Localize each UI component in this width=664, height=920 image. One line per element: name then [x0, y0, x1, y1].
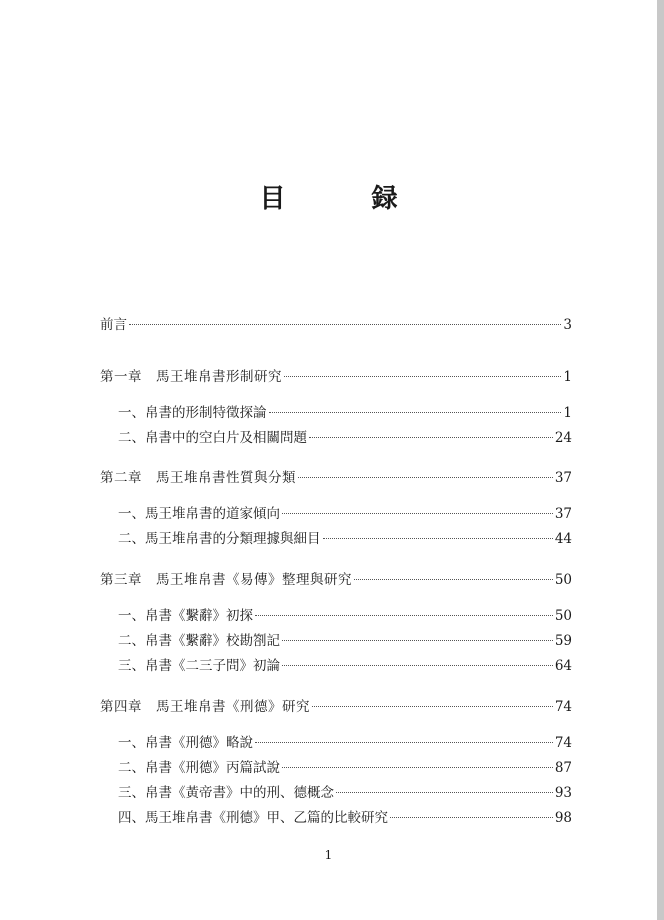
toc-entry-chapter-3[interactable]: [100, 571, 572, 589]
toc-entry-section[interactable]: [118, 784, 572, 802]
toc-entry-chapter-4[interactable]: [100, 698, 572, 716]
toc-entry-page: 1: [563, 369, 572, 385]
dot-leader: [282, 513, 553, 514]
page-edge: [657, 0, 664, 920]
toc-entry-label: 一、帛書《刑德》略說: [118, 735, 253, 751]
toc-entry-label: 第一章 馬王堆帛書形制研究: [100, 369, 282, 385]
dot-leader: [309, 437, 553, 438]
page-title: 目 録: [259, 184, 428, 214]
dot-leader: [255, 742, 553, 743]
toc-entry-section[interactable]: [118, 734, 572, 752]
toc-entry-label: 前言: [100, 317, 127, 333]
dot-leader: [255, 615, 553, 616]
toc-entry-label: 第二章 馬王堆帛書性質與分類: [100, 470, 296, 486]
dot-leader: [282, 640, 553, 641]
toc-entry-page: 59: [554, 633, 572, 649]
toc-entry-section[interactable]: [118, 607, 572, 625]
toc-entry-page: 37: [554, 506, 572, 522]
dot-leader: [282, 665, 553, 666]
toc-entry-label: 二、帛書《繫辭》校勘劄記: [118, 633, 280, 649]
toc-entry-label: 二、馬王堆帛書的分類理據與細目: [118, 531, 321, 547]
toc-entry-section[interactable]: [118, 530, 572, 548]
toc-entry-label: 一、帛書《繫辭》初探: [118, 608, 253, 624]
toc-entry-page: 93: [554, 785, 572, 801]
dot-leader: [269, 412, 562, 413]
toc-entry-page: 1: [563, 405, 572, 421]
toc-entry-section[interactable]: [118, 759, 572, 777]
dot-leader: [354, 579, 553, 580]
toc-entry-page: 3: [563, 317, 572, 333]
toc-entry-label: 第四章 馬王堆帛書《刑德》研究: [100, 699, 310, 715]
toc-entry-page: 24: [554, 430, 572, 446]
toc-entry-page: 44: [554, 531, 572, 547]
toc-entry-section[interactable]: [118, 505, 572, 523]
dot-leader: [129, 324, 561, 325]
toc-entry-label: 三、帛書《黃帝書》中的刑、德概念: [118, 785, 334, 801]
toc-entry-page: 74: [554, 699, 572, 715]
toc-entry-label: 二、帛書中的空白片及相關問題: [118, 430, 307, 446]
toc-entry-page: 37: [554, 470, 572, 486]
toc-entry-section[interactable]: [118, 429, 572, 447]
toc-entry-label: 一、帛書的形制特徵探論: [118, 405, 267, 421]
toc-entry-page: 64: [554, 658, 572, 674]
toc-entry-label: 第三章 馬王堆帛書《易傳》整理與研究: [100, 572, 352, 588]
toc-entry-page: 50: [554, 608, 572, 624]
dot-leader: [390, 817, 553, 818]
toc-entry-section[interactable]: [118, 809, 572, 827]
toc-entry-preface[interactable]: [100, 316, 572, 334]
toc-entry-label: 四、馬王堆帛書《刑德》甲、乙篇的比較研究: [118, 810, 388, 826]
toc-entry-label: 三、帛書《二三子問》初論: [118, 658, 280, 674]
dot-leader: [298, 477, 553, 478]
page-number: 1: [324, 848, 333, 862]
toc-entry-chapter-2[interactable]: [100, 469, 572, 487]
toc-entry-section[interactable]: [118, 657, 572, 675]
toc-entry-section[interactable]: [118, 632, 572, 650]
toc-entry-label: 一、馬王堆帛書的道家傾向: [118, 506, 280, 522]
toc-entry-section[interactable]: [118, 404, 572, 422]
toc-entry-page: 74: [554, 735, 572, 751]
toc-entry-label: 二、帛書《刑德》丙篇試說: [118, 760, 280, 776]
dot-leader: [336, 792, 553, 793]
dot-leader: [282, 767, 553, 768]
toc-entry-chapter-1[interactable]: [100, 368, 572, 386]
dot-leader: [323, 538, 553, 539]
dot-leader: [284, 376, 561, 377]
toc-entry-page: 50: [554, 572, 572, 588]
dot-leader: [312, 706, 553, 707]
toc-entry-page: 98: [554, 810, 572, 826]
toc-entry-page: 87: [554, 760, 572, 776]
